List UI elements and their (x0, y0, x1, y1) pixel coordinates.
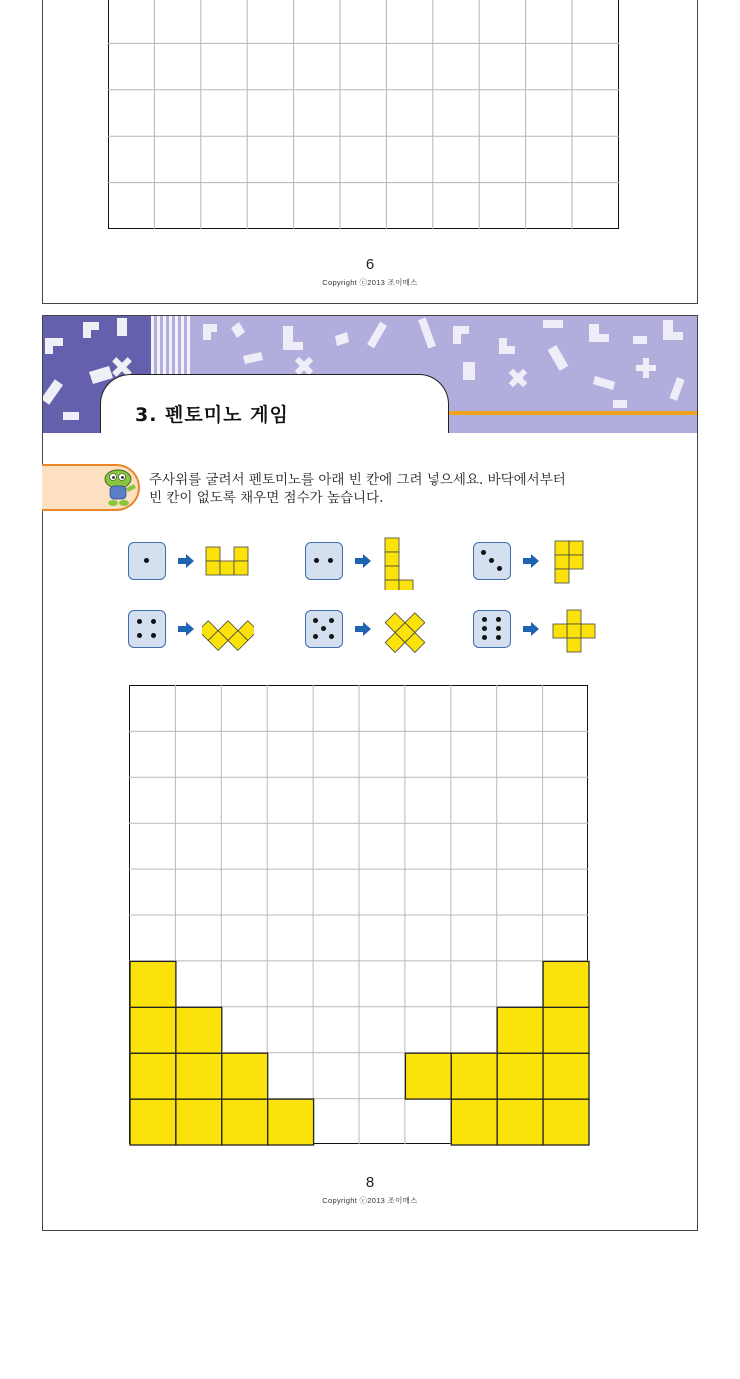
die-face-5-icon (305, 610, 343, 648)
filled-cell (451, 1053, 497, 1099)
die-pip (496, 626, 501, 631)
die-pip (482, 626, 487, 631)
filled-cell (543, 1099, 589, 1145)
filled-cell (543, 1053, 589, 1099)
filled-cell (543, 961, 589, 1007)
die-pip (497, 566, 502, 571)
copyright: Copyright ⓒ2013 조이매스 (322, 1196, 418, 1205)
w-pentomino-icon (202, 604, 254, 660)
die-pip (313, 618, 318, 623)
legend-item-die-4 (128, 610, 258, 660)
die-pip (137, 633, 142, 638)
legend-item-die-5 (305, 610, 435, 660)
filled-cell (222, 1053, 268, 1099)
header-banner (43, 316, 697, 433)
instruction-text (149, 471, 689, 507)
page-6 (42, 0, 698, 304)
page-8 (42, 315, 698, 1231)
die-pip (151, 633, 156, 638)
die-pip (482, 617, 487, 622)
die-pip (482, 635, 487, 640)
filled-cell (497, 1007, 543, 1053)
filled-cell (130, 1007, 176, 1053)
p-pentomino-icon (551, 537, 603, 593)
drawing-grid-top (108, 0, 619, 229)
arrow-right-icon (355, 554, 371, 568)
x-pentomino-icon (379, 606, 431, 662)
filled-cell (451, 1099, 497, 1145)
die-face-3-icon (473, 542, 511, 580)
page-number: 6 (365, 256, 375, 273)
die-pip (328, 558, 333, 563)
filled-cell (543, 1007, 589, 1053)
section-title: 3. 펜토미노 게임 (135, 404, 289, 426)
filled-cell (176, 1007, 222, 1053)
arrow-right-icon (178, 622, 194, 636)
die-face-2-icon (305, 542, 343, 580)
instruction-line-2: 빈 칸이 없도록 채우면 점수가 높습니다. (149, 490, 384, 506)
filled-cell (130, 1099, 176, 1145)
filled-cell (497, 1053, 543, 1099)
arrow-right-icon (523, 622, 539, 636)
die-face-6-icon (473, 610, 511, 648)
instruction-tab (42, 464, 140, 511)
legend-item-die-6 (473, 610, 603, 660)
filled-cell (222, 1099, 268, 1145)
die-pip (151, 619, 156, 624)
die-face-4-icon (128, 610, 166, 648)
copyright: Copyright ⓒ2013 조이매스 (322, 278, 418, 287)
legend-item-die-1 (128, 542, 258, 592)
filled-cell (130, 961, 176, 1007)
u-pentomino-icon (202, 543, 254, 599)
die-face-1-icon (128, 542, 166, 580)
filled-cell (405, 1053, 451, 1099)
die-pip (329, 618, 334, 623)
page-number: 8 (365, 1174, 375, 1191)
l-pentomino-icon (381, 534, 433, 590)
arrow-right-icon (355, 622, 371, 636)
die-pip (313, 634, 318, 639)
mascot-icon (100, 466, 140, 510)
filled-cell (176, 1053, 222, 1099)
die-pip (144, 558, 149, 563)
die-pip (489, 558, 494, 563)
legend-item-die-3 (473, 542, 603, 592)
instruction-line-1: 주사위를 굴려서 펜토미노를 아래 빈 칸에 그려 넣으세요. 바닥에서부터 (149, 472, 566, 488)
die-pip (496, 617, 501, 622)
die-pip (321, 626, 326, 631)
arrow-right-icon (523, 554, 539, 568)
die-pip (314, 558, 319, 563)
filled-cell (497, 1099, 543, 1145)
filled-cell (176, 1099, 222, 1145)
die-pip (481, 550, 486, 555)
legend-item-die-2 (305, 542, 435, 592)
die-pip (329, 634, 334, 639)
filled-cell (130, 1053, 176, 1099)
filled-cell (268, 1099, 314, 1145)
pentomino-board (129, 685, 588, 1144)
die-pip (137, 619, 142, 624)
arrow-right-icon (178, 554, 194, 568)
die-pip (496, 635, 501, 640)
y-pentomino-icon (549, 606, 601, 662)
